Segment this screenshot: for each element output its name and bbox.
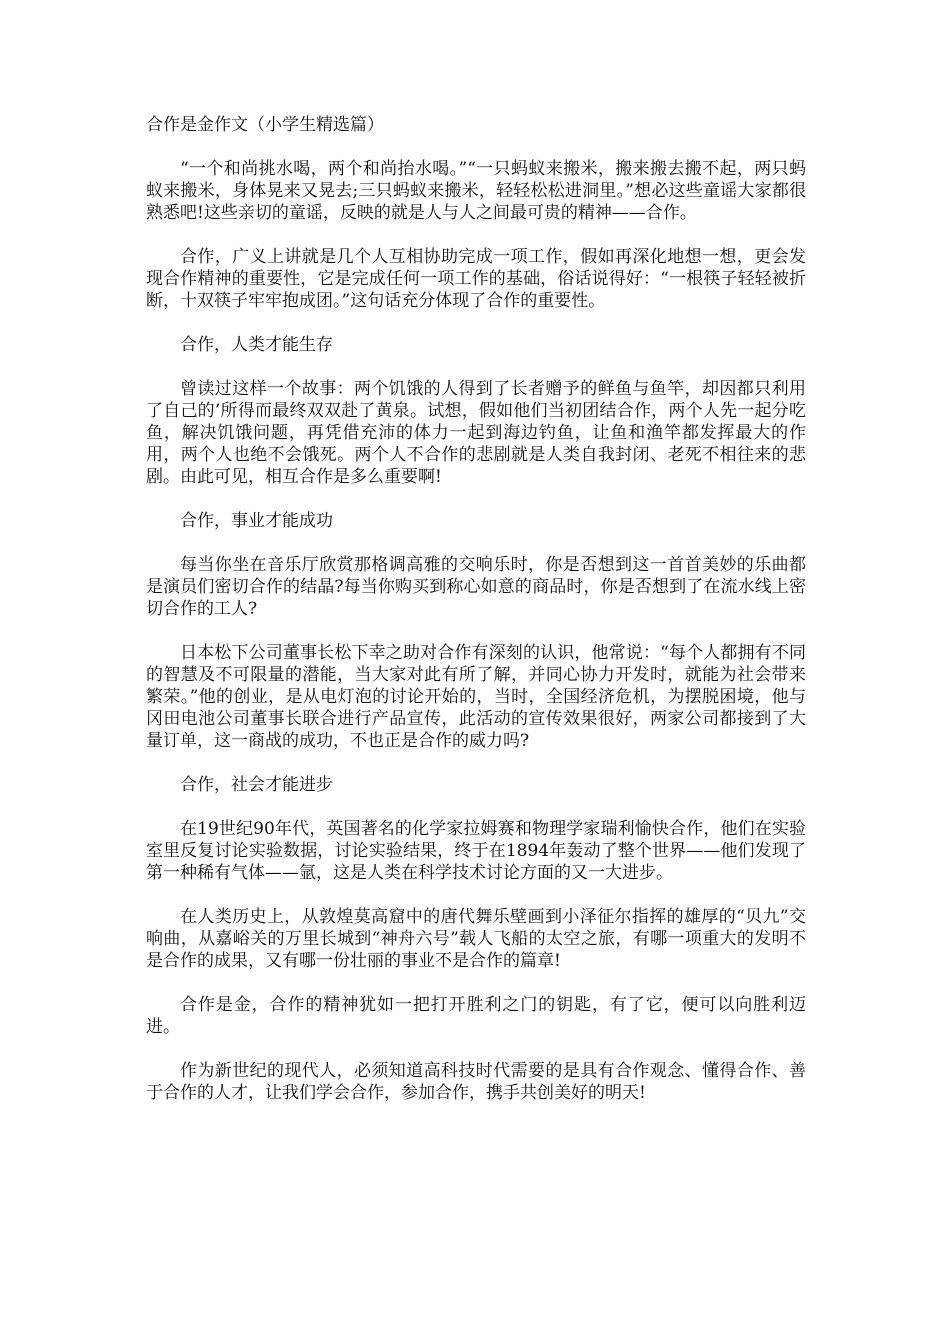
paragraph-symphony: 每当你坐在音乐厅欣赏那格调高雅的交响乐时，你是否想到这一首首美妙的乐曲都是演员们密切合作的结晶?每当你购买到称心如意的商品时，你是否想到了在流水线上密切合作的工人? [146,555,806,619]
paragraph-cooperation-is-gold: 合作是金，合作的精神犹如一把打开胜利之门的钥匙，有了它，便可以向胜利迈进。 [146,995,806,1037]
paragraph-conclusion: 作为新世纪的现代人，必须知道高科技时代需要的是具有合作观念、懂得合作、善于合作的人才，让我们学会合作，参加合作，携手共创美好的明天! [146,1061,806,1103]
paragraph-argon-discovery: 在19世纪90年代，英国著名的化学家拉姆赛和物理学家瑞利愉快合作，他们在实验室里反复讨论实验数据，讨论实验结果，终于在1894年轰动了整个世界——他们发现了第一种稀有气体——氩，这是人类在科学技术讨论方面的又一大进步。 [146,819,806,883]
paragraph-matsushita: 日本松下公司董事长松下幸之助对合作有深刻的认识，他常说：“每个人都拥有不同的智慧及不可限量的潜能，当大家对此有所了解，并同心协力开发时，就能为社会带来繁荣。”他的创业，是从电灯泡的讨论开始的，当时，全国经济危机，为摆脱困境，他与冈田电池公司董事长联合进行产品宣传，此活动的宣传效果很好，两家公司都接到了大量订单，这一商战的成功，不也正是合作的威力吗? [146,643,806,751]
section-heading-survival: 合作，人类才能生存 [180,335,333,355]
paragraph-fish-story: 曾读过这样一个故事：两个饥饿的人得到了长者赠予的鲜鱼与鱼竿，却因都只利用了自己的’所得而最终双双赴了黄泉。试想，假如他们当初团结合作，两个人先一起分吃鱼，解决饥饿问题，再凭借充沛的体力一起到海边钓鱼，让鱼和渔竿都发挥最大的作用，两个人也绝不会饿死。两个人不合作的悲剧就是人类自我封闭、老死不相往来的悲剧。由此可见，相互合作是多么重要啊! [146,379,806,487]
document-body [146,114,806,1104]
paragraph-intro-nursery-rhymes: “一个和尚挑水喝，两个和尚抬水喝。”“一只蚂蚁来搬米，搬来搬去搬不起，两只蚂蚁来搬米，身体晃来又晃去;三只蚂蚁来搬米，轻轻松松进洞里。”想必这些童谣大家都很熟悉吧!这些亲切的童谣，反映的就是人与人之间最可贵的精神——合作。 [146,159,806,223]
section-heading-success: 合作，事业才能成功 [180,511,333,531]
section-heading-progress: 合作，社会才能进步 [180,775,333,795]
paragraph-history: 在人类历史上，从敦煌莫高窟中的唐代舞乐壁画到小泽征尔指挥的雄厚的“贝九”交响曲，从嘉峪关的万里长城到“神舟六号”载人飞船的太空之旅，有哪一项重大的发明不是合作的成果，又有哪一份壮丽的事业不是合作的篇章! [146,907,806,971]
document-title: 合作是金作文（小学生精选篇） [146,115,384,135]
paragraph-definition: 合作，广义上讲就是几个人互相协助完成一项工作，假如再深化地想一想，更会发现合作精神的重要性，它是完成任何一项工作的基础，俗话说得好：“一根筷子轻轻被折断，十双筷子牢牢抱成团。”这句话充分体现了合作的重要性。 [146,247,806,311]
